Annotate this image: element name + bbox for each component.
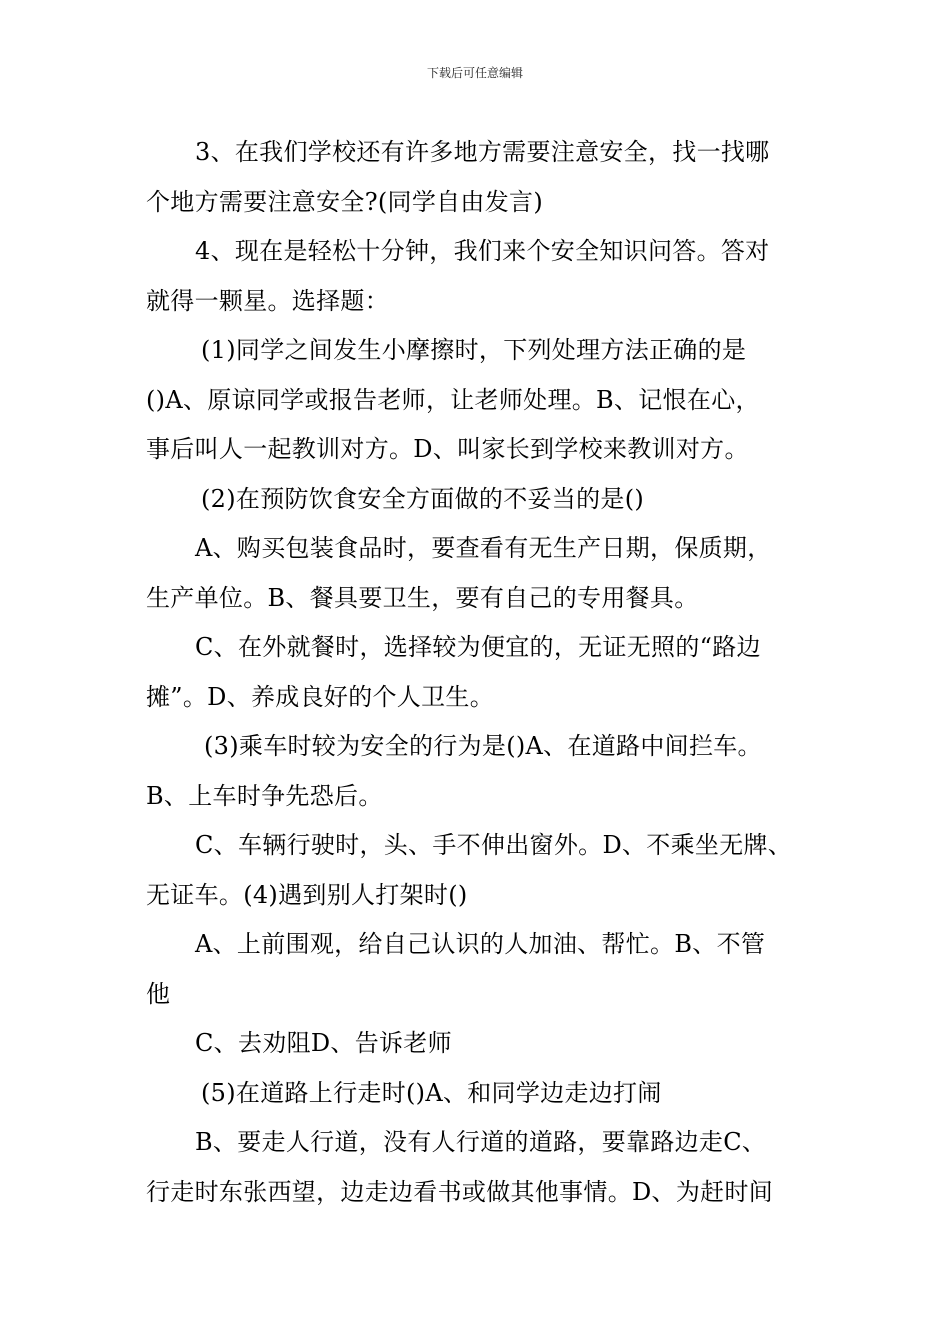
text-line: 个地方需要注意安全?(同学自由发言) — [146, 187, 543, 216]
text-line: A、购买包装食品时，要查看有无生产日期，保质期， — [195, 534, 772, 562]
text-line: (2)在预防饮食安全方面做的不妥当的是() — [201, 484, 645, 513]
text-line: 摊”。D、养成良好的个人卫生。 — [146, 682, 495, 711]
text-line: 生产单位。B、餐具要卫生，要有自己的专用餐具。 — [146, 583, 699, 612]
text-line: 他 — [146, 979, 171, 1008]
text-line: 行走时东张西望，边走边看书或做其他事情。D、为赶时间 — [146, 1177, 774, 1206]
text-line: C、在外就餐时，选择较为便宜的，无证无照的“路边 — [195, 633, 761, 661]
text-line: C、去劝阻D、告诉老师 — [195, 1029, 452, 1057]
text-line: 事后叫人一起教训对方。D、叫家长到学校来教训对方。 — [146, 435, 749, 463]
page-header: 下载后可任意编辑 — [426, 66, 523, 80]
text-line: 3、在我们学校还有许多地方需要注意安全，找一找哪 — [195, 138, 770, 166]
text-line: C、车辆行驶时，头、手不伸出窗外。D、不乘坐无牌、 — [195, 831, 793, 859]
text-line: ()A、原谅同学或报告老师，让老师处理。B、记恨在心， — [146, 385, 760, 414]
document-body — [146, 128, 816, 1217]
text-line: (1)同学之间发生小摩擦时，下列处理方法正确的是 — [201, 336, 747, 364]
text-line: 4、现在是轻松十分钟，我们来个安全知识问答。答对 — [195, 237, 770, 265]
text-line: A、上前围观，给自己认识的人加油、帮忙。B、不管 — [195, 930, 766, 958]
text-line: 就得一颗星。选择题： — [146, 286, 389, 315]
text-line: B、上车时争先恐后。 — [146, 781, 383, 810]
text-line: 无证车。(4)遇到别人打架时() — [146, 880, 468, 909]
text-line: (3)乘车时较为安全的行为是()A、在道路中间拦车。 — [204, 732, 762, 760]
text-line: B、要走人行道，没有人行道的道路，要靠路边走C、 — [195, 1128, 767, 1156]
text-line: (5)在道路上行走时()A、和同学边走边打闹 — [201, 1078, 662, 1107]
